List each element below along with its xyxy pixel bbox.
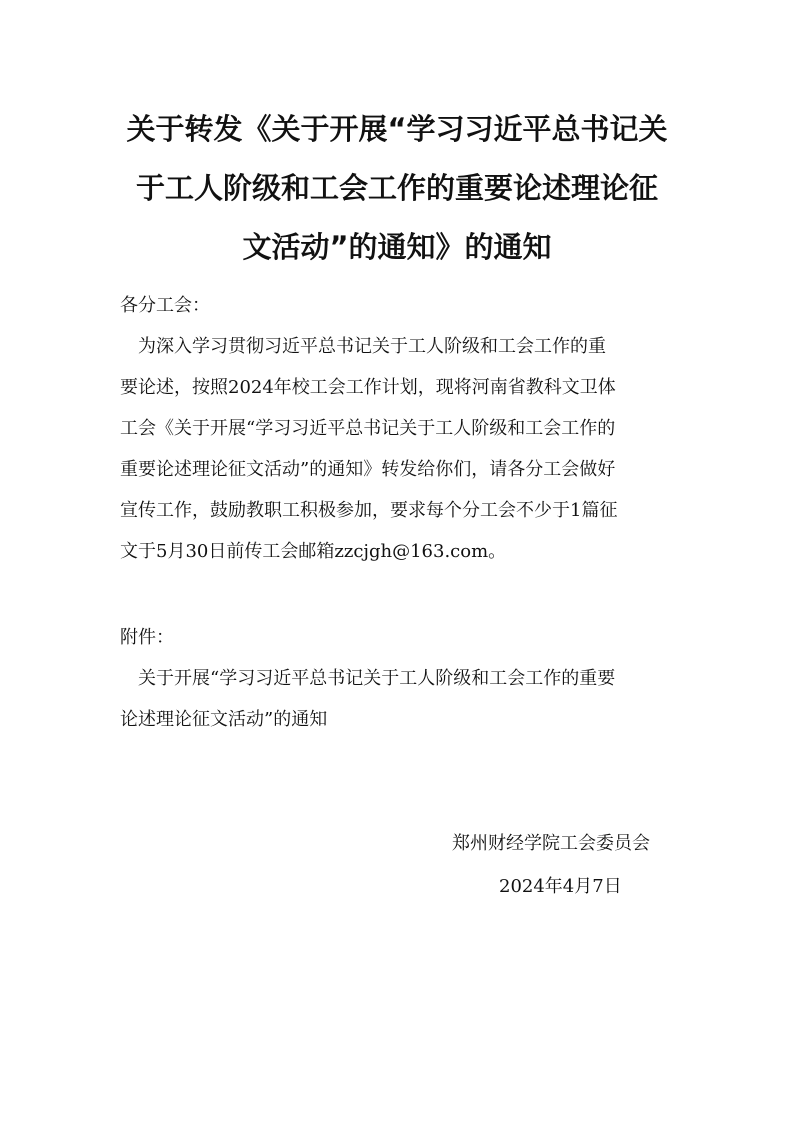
body-line: 要论述，按照2024年校工会工作计划，现将河南省教科文卫体: [120, 377, 616, 398]
salutation: 各分工会：: [120, 295, 210, 316]
body-line: 文于5月30日前传工会邮箱zzcjgh@163.com。: [120, 541, 507, 562]
attachment-line: 论述理论征文活动”的通知: [120, 709, 328, 730]
attachment-label: 附件：: [120, 627, 174, 648]
attachment-title: [120, 658, 680, 740]
body-line: 重要论述理论征文活动”的通知》转发给你们，请各分工会做好: [120, 459, 616, 480]
title-line: 于工人阶级和工会工作的重要论述理论征: [135, 171, 658, 205]
body-line: 工会《关于开展“学习习近平总书记关于工人阶级和工会工作的: [120, 418, 616, 439]
body-paragraph: [120, 326, 680, 572]
body-line: 宣传工作，鼓励教职工积极参加，要求每个分工会不少于1篇征: [120, 500, 618, 521]
document-title: [110, 100, 684, 277]
title-line: 文活动”的通知》的通知: [242, 230, 552, 264]
attachment-line: 关于开展“学习习近平总书记关于工人阶级和工会工作的重要: [120, 668, 616, 689]
title-line: 关于转发《关于开展“学习习近平总书记关: [126, 112, 668, 146]
body-line: 为深入学习贯彻习近平总书记关于工人阶级和工会工作的重: [120, 336, 606, 357]
signature-date: 2024年4月7日: [499, 876, 622, 897]
signature-organization: 郑州财经学院工会委员会: [452, 833, 650, 854]
